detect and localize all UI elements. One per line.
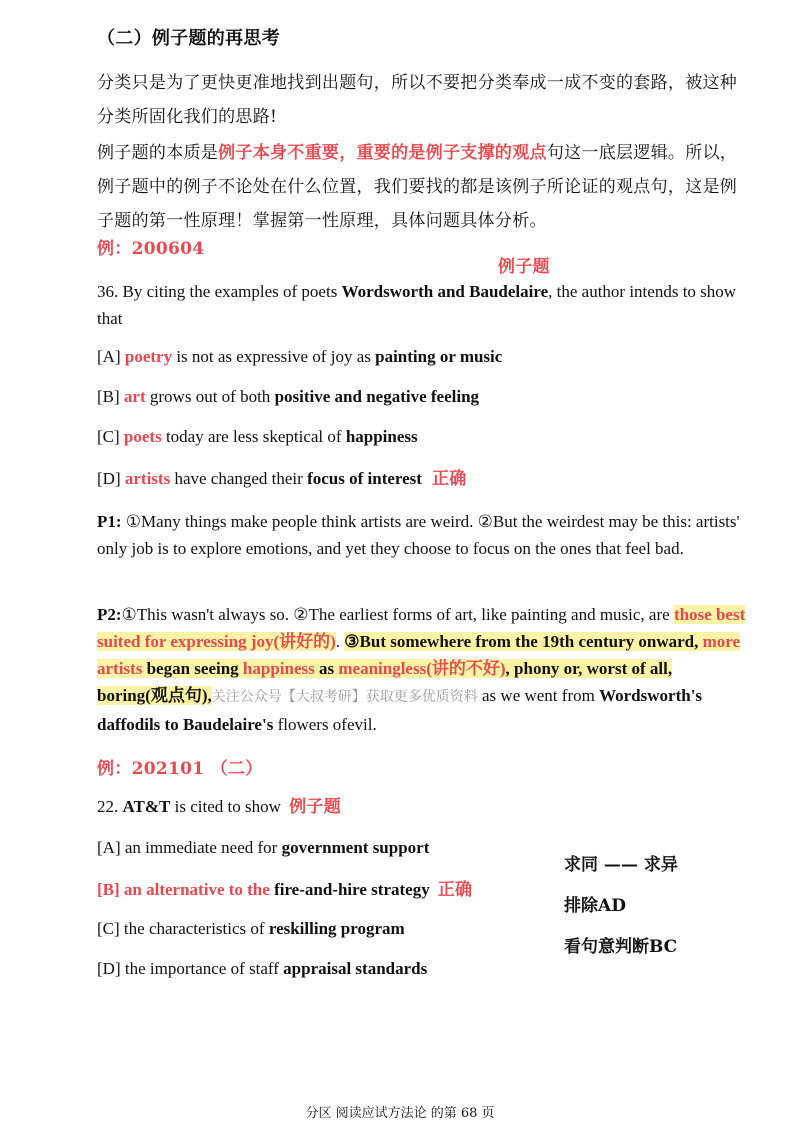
example1-annotation: 例子题: [498, 257, 550, 277]
question-text-bold: Wordsworth and Baudelaire: [341, 282, 549, 301]
example2-question: [97, 790, 747, 824]
example2-option-b: [97, 873, 537, 907]
option-emphasis: appraisal standards: [283, 959, 428, 978]
p2-label: P2:: [97, 605, 122, 624]
essence-text-pre: 例子题的本质是: [97, 143, 219, 163]
option-letter: [D]: [97, 959, 125, 978]
option-letter: [A]: [97, 347, 125, 366]
example1-option-d: [97, 462, 747, 496]
p2-red-1: those best suited for expressing joy(讲好的): [97, 605, 746, 651]
option-keyword: poets: [123, 427, 162, 446]
option-emphasis: happiness: [345, 427, 418, 446]
option-keyword: poetry: [124, 347, 173, 366]
essence-highlight: 例子本身不重要，重要的是例子支撑的观点: [218, 143, 547, 163]
page-footer: 分区 阅读应试方法论 的第 68 页: [305, 1106, 495, 1121]
example1-question: [97, 278, 747, 332]
p2-red-4: meaningless(讲的不好): [338, 659, 506, 678]
section-title: （二）例子题的再思考: [97, 28, 280, 49]
note-compare: 求同 —— 求异: [564, 855, 678, 875]
question-text-post: is cited to show: [170, 797, 286, 816]
option-text: the importance of staff: [124, 959, 284, 978]
option-keyword: artists: [124, 469, 171, 488]
paragraph-intro: 分类只是为了更快更准地找到出题句，所以不要把分类奉成一成不变的套路，被这种分类所固化我们的思路!: [97, 73, 738, 127]
example2-option-a: [97, 834, 537, 861]
p1-label: P1:: [97, 512, 126, 531]
option-text: an alternative to the: [123, 880, 275, 899]
question-text-pre: 36. By citing the examples of poets: [97, 282, 342, 301]
example1-passage-p1: [97, 508, 747, 562]
question-text-post: , the author intends to show that: [97, 282, 737, 328]
option-emphasis: government support: [281, 838, 430, 857]
question-text-bold: AT&T: [122, 797, 171, 816]
p2-bold-2: began seeing: [142, 659, 243, 678]
option-letter: [D]: [97, 469, 125, 488]
option-letter: [B]: [97, 880, 124, 899]
paragraph-essence: [97, 136, 747, 238]
p2-sentence-3: flowers ofevil.: [273, 715, 377, 734]
option-emphasis: focus of interest: [307, 469, 422, 488]
p2-bold-1: ③But somewhere from the 19th century onward,: [344, 632, 703, 651]
option-text: have changed their: [170, 469, 308, 488]
option-emphasis: reskilling program: [268, 919, 405, 938]
question-annotation: 例子题: [289, 797, 342, 817]
option-keyword: art: [123, 387, 146, 406]
p2-bold-3: as: [314, 659, 339, 678]
example1-passage-p2: [97, 601, 747, 738]
p1-text: ①Many things make people think artists are weird. ②But the weirdest may be this: artists' only job is to explore emotions, and yet they choose to focus on the ones that feel bad.: [97, 512, 740, 558]
p2-bold-5: Wordsworth's daffodils to Baudelaire's: [97, 686, 703, 734]
essence-text-post: 句这一底层逻辑。所以，例子题中的例子不论处在什么位置，我们要找的都是该例子所论证的观点句，这是例子题的第一性原理！掌握第一性原理，具体问题具体分析。: [97, 143, 738, 231]
p2-red-3: happiness: [242, 659, 315, 678]
option-text: the characteristics of: [123, 919, 269, 938]
option-letter: [C]: [97, 427, 124, 446]
watermark-text: 关注公众号【大叔考研】获取更多优质资料: [211, 689, 478, 705]
option-text: is not as expressive of joy as: [172, 347, 376, 366]
example1-option-c: [97, 423, 747, 450]
example2-label: 例：202101 （二）: [97, 759, 263, 779]
example1-option-b: [97, 383, 747, 410]
option-text: an immediate need for: [124, 838, 282, 857]
note-exclude: 排除AD: [564, 896, 626, 916]
correct-mark: 正确: [437, 880, 473, 900]
option-emphasis: positive and negative feeling: [274, 387, 480, 406]
p2-dot: .: [335, 632, 345, 651]
option-emphasis: painting or music: [375, 347, 503, 366]
p2-red-2: more artists: [97, 632, 741, 678]
option-emphasis: fire-and-hire strategy: [274, 880, 430, 899]
example1-option-a: [97, 343, 747, 370]
correct-mark: 正确: [431, 469, 467, 489]
example1-label: 例：200604: [97, 239, 205, 259]
p2-sentence-1: ①This wasn't always so. ②The earliest forms of art, like painting and music, are: [121, 605, 674, 624]
p2-sentence-2: as we went from: [477, 686, 600, 705]
note-judge: 看句意判断BC: [564, 937, 678, 957]
option-letter: [A]: [97, 838, 125, 857]
option-letter: [C]: [97, 919, 124, 938]
example2-option-d: [97, 955, 537, 982]
option-text: grows out of both: [145, 387, 275, 406]
question-text-pre: 22.: [97, 797, 123, 816]
option-letter: [B]: [97, 387, 124, 406]
option-text: today are less skeptical of: [161, 427, 346, 446]
example2-option-c: [97, 915, 537, 942]
p2-bold-4: , phony or, worst of all, boring(观点句),: [97, 659, 673, 705]
